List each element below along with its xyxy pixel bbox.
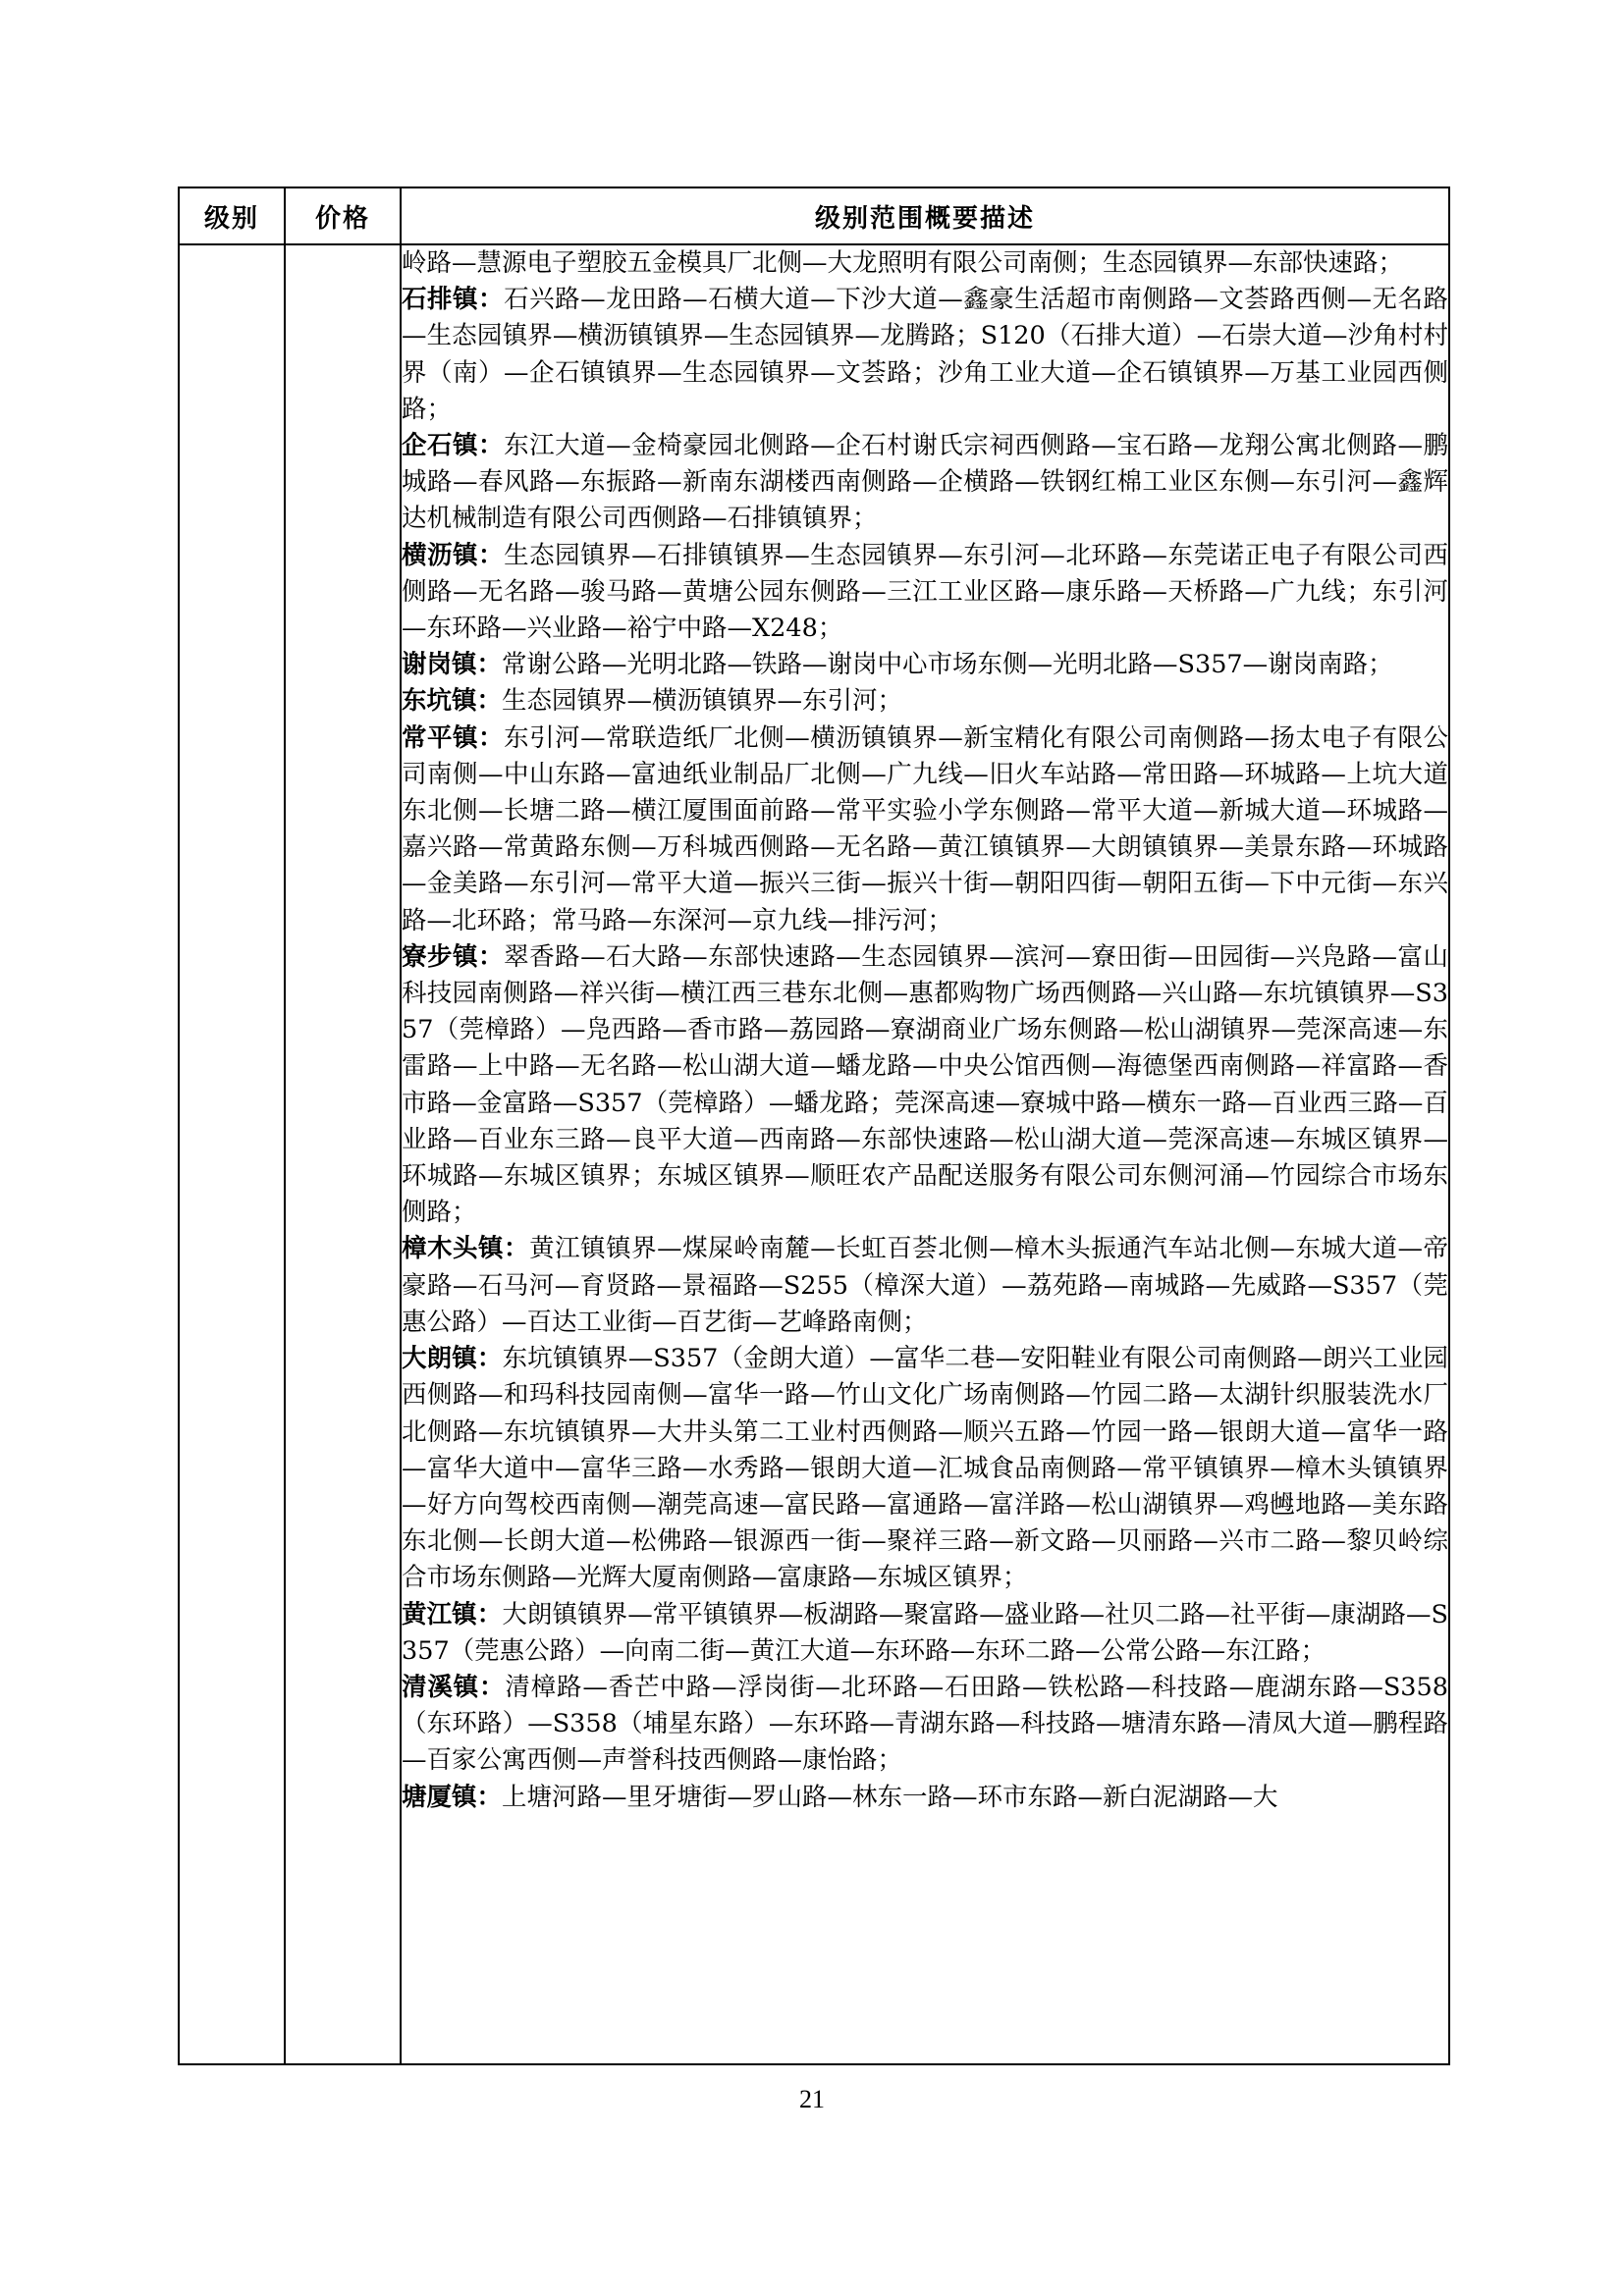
header-price: 价格 bbox=[285, 187, 401, 244]
town-name: 谢岗镇： bbox=[402, 650, 503, 680]
description-entry bbox=[402, 245, 1448, 282]
town-range-text: 生态园镇界—横沥镇镇界—东引河； bbox=[502, 686, 903, 717]
table-header-row bbox=[179, 187, 1449, 244]
description-entry bbox=[402, 282, 1448, 428]
town-range-text: 黄江镇镇界—煤屎岭南麓—长虹百荟北侧—樟木头振通汽车站北侧—东城大道—帝豪路—石马河—育贤路—景福路—S255（樟深大道）—荔苑路—南城路—先威路—S357（莞惠公路）—百达工业街—百艺街—艺峰路南侧； bbox=[402, 1234, 1448, 1337]
town-range-text: 上塘河路—里牙塘街—罗山路—林东一路—环市东路—新白泥湖路—大 bbox=[502, 1782, 1278, 1812]
description-entry bbox=[402, 721, 1448, 939]
town-range-text: 东坑镇镇界—S357（金朗大道）—富华二巷—安阳鞋业有限公司南侧路—朗兴工业园西侧路—和玛科技园南侧—富华一路—竹山文化广场南侧路—竹园二路—太湖针织服装洗水厂北侧路—东坑镇镇界—大井头第二工业村西侧路—顺兴五路—竹园一路—银朗大道—富华一路—富华大道中—富华三路—水秀路—银朗大道—汇城食品南侧路—常平镇镇界—樟木头镇镇界—好方向驾校西南侧—潮莞高速—富民路—富通路—富洋路—松山湖镇界—鸡乸地路—美东路东北侧—长朗大道—松佛路—银源西一街—聚祥三路—新文路—贝丽路—兴市二路—黎贝岭综合市场东侧路—光辉大厦南侧路—富康路—东城区镇界； bbox=[402, 1344, 1448, 1593]
price-cell bbox=[285, 244, 401, 2064]
header-description: 级别范围概要描述 bbox=[401, 187, 1449, 244]
town-range-text: 常谢公路—光明北路—铁路—谢岗中心市场东侧—光明北路—S357—谢岗南路； bbox=[502, 650, 1393, 680]
description-entry bbox=[402, 647, 1448, 683]
description-cell bbox=[401, 244, 1449, 2064]
town-name: 寮步镇： bbox=[402, 941, 505, 972]
town-range-text: 东江大道—金椅豪园北侧路—企石村谢氏宗祠西侧路—宝石路—龙翔公寓北侧路—鹏城路—春风路—东振路—新南东湖楼西南侧路—企横路—铁钢红棉工业区东侧—东引河—鑫辉达机械制造有限公司西侧路—石排镇镇界； bbox=[402, 431, 1448, 534]
town-range-text: 翠香路—石大路—东部快速路—生态园镇界—滨河—寮田街—田园街—兴凫路—富山科技园南侧路—祥兴街—横江西三巷东北侧—惠都购物广场西侧路—兴山路—东坑镇镇界—S357（莞樟路）—凫西路—香市路—荔园路—寮湖商业广场东侧路—松山湖镇界—莞深高速—东雷路—上中路—无名路—松山湖大道—蟠龙路—中央公馆西侧—海德堡西南侧路—祥富路—香市路—金富路—S357（莞樟路）—蟠龙路；莞深高速—寮城中路—横东一路—百业西三路—百业路—百业东三路—良平大道—西南路—东部快速路—松山湖大道—莞深高速—东城区镇界—环城路—东城区镇界；东城区镇界—顺旺农产品配送服务有限公司东侧河涌—竹园综合市场东侧路； bbox=[402, 941, 1448, 1228]
town-name: 樟木头镇： bbox=[402, 1234, 530, 1264]
town-range-text: 石兴路—龙田路—石横大道—下沙大道—鑫豪生活超市南侧路—文荟路西侧—无名路—生态园镇界—横沥镇镇界—生态园镇界—龙腾路；S120（石排大道）—石崇大道—沙角村村界（南）—企石镇镇界—生态园镇界—文荟路；沙角工业大道—企石镇镇界—万基工业园西侧路； bbox=[402, 285, 1448, 424]
town-name: 常平镇： bbox=[402, 722, 505, 753]
land-grade-table bbox=[178, 187, 1450, 2065]
description-entry bbox=[402, 1670, 1448, 1780]
town-name: 东坑镇： bbox=[402, 686, 503, 717]
town-name: 企石镇： bbox=[402, 431, 505, 461]
town-range-text: 东引河—常联造纸厂北侧—横沥镇镇界—新宝精化有限公司南侧路—扬太电子有限公司南侧—中山东路—富迪纸业制品厂北侧—广九线—旧火车站路—常田路—环城路—上坑大道东北侧—长塘二路—横江厦围面前路—常平实验小学东侧路—常平大道—新城大道—环城路—嘉兴路—常黄路东侧—万科城西侧路—无名路—黄江镇镇界—大朗镇镇界—美景东路—环城路—金美路—东引河—常平大道—振兴三街—振兴十街—朝阳四街—朝阳五街—下中元街—东兴路—北环路；常马路—东深河—京九线—排污河； bbox=[402, 722, 1448, 935]
description-entry bbox=[402, 1780, 1448, 1816]
town-name: 石排镇： bbox=[402, 285, 505, 315]
description-entry bbox=[402, 939, 1448, 1232]
town-name: 清溪镇： bbox=[402, 1672, 506, 1702]
page-number: 21 bbox=[799, 2085, 825, 2113]
description-entry bbox=[402, 1597, 1448, 1670]
town-range-text: 清樟路—香芒中路—浮岗街—北环路—石田路—铁松路—科技路—鹿湖东路—S358（东环路）—S358（埔星东路）—东环路—青湖东路—科技路—塘清东路—清凤大道—鹏程路—百家公寓西侧—声誉科技西侧路—康怡路； bbox=[402, 1672, 1448, 1776]
town-name: 塘厦镇： bbox=[402, 1782, 503, 1812]
description-entry bbox=[402, 428, 1448, 538]
town-range-text: 大朗镇镇界—常平镇镇界—板湖路—聚富路—盛业路—社贝二路—社平街—康湖路—S357（莞惠公路）—向南二街—黄江大道—东环路—东环二路—公常公路—东江路； bbox=[402, 1599, 1448, 1666]
town-name: 黄江镇： bbox=[402, 1599, 503, 1629]
description-entry bbox=[402, 1231, 1448, 1341]
town-name: 大朗镇： bbox=[402, 1344, 503, 1374]
description-entry bbox=[402, 683, 1448, 720]
level-cell bbox=[179, 244, 285, 2064]
table-row bbox=[179, 244, 1449, 2064]
description-entry bbox=[402, 538, 1448, 648]
town-range-text: 岭路—慧源电子塑胶五金模具厂北侧—大龙照明有限公司南侧；生态园镇界—东部快速路； bbox=[402, 248, 1404, 278]
town-name: 横沥镇： bbox=[402, 540, 505, 570]
description-entry bbox=[402, 1341, 1448, 1596]
header-level: 级别 bbox=[179, 187, 285, 244]
town-range-text: 生态园镇界—石排镇镇界—生态园镇界—东引河—北环路—东莞诺正电子有限公司西侧路—无名路—骏马路—黄塘公园东侧路—三江工业区路—康乐路—天桥路—广九线；东引河—东环路—兴业路—裕宁中路—X248； bbox=[402, 540, 1448, 644]
